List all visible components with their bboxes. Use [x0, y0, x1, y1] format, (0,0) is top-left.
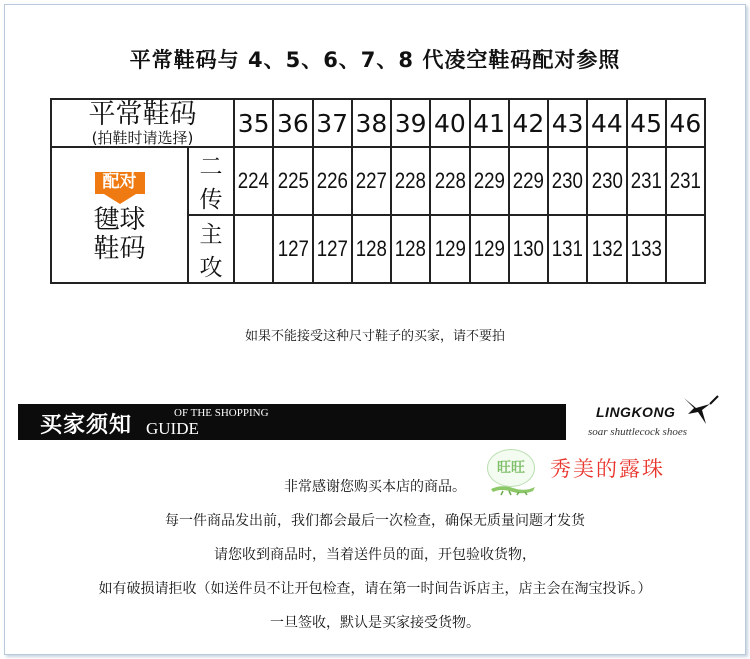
value-cell: 229 [512, 168, 544, 194]
value-cell: 231 [669, 168, 701, 194]
value-cell: 228 [395, 168, 427, 194]
banner-fade [486, 404, 566, 440]
size-cell: 43 [548, 99, 587, 147]
guide-text [0, 470, 750, 640]
size-cell: 41 [470, 99, 509, 147]
guide-line: 如有破损请拒收（如送件员不让开包检查，请在第一时间告诉店主，店主会在淘宝投诉。） [98, 581, 652, 597]
banner-title-en-line1: OF THE SHOPPING [174, 407, 269, 419]
value-cell: 128 [355, 236, 387, 262]
size-cell: 42 [509, 99, 548, 147]
size-cell: 39 [391, 99, 430, 147]
value-cell: 133 [630, 236, 662, 262]
size-cell: 37 [313, 99, 352, 147]
match-badge [95, 172, 145, 204]
value-cell: 230 [552, 168, 584, 194]
value-cell: 128 [395, 236, 427, 262]
size-chart-table [50, 98, 706, 284]
value-cell: 131 [552, 236, 584, 262]
value-cell: 129 [473, 236, 505, 262]
page-title: 平常鞋码与 4、5、6、7、8 代凌空鞋码配对参照 [129, 48, 621, 72]
header-sublabel: (拍鞋时请选择) [91, 128, 194, 147]
value-cell: 130 [512, 236, 544, 262]
value-cell: 225 [277, 168, 309, 194]
brand-slogan: soar shuttlecock shoes [588, 426, 687, 438]
value-cell: 231 [630, 168, 662, 194]
wangwang-label: 旺旺 [497, 460, 525, 476]
size-cell: 45 [627, 99, 666, 147]
shop-name: 秀美的露珠 [550, 457, 665, 481]
brand-name: LINGKONG [596, 404, 676, 420]
shuttlecock-size-label-cell [51, 147, 188, 283]
table-row [51, 99, 705, 147]
value-cell: 226 [316, 168, 348, 194]
shopping-guide-banner [18, 404, 566, 440]
shuttlecock-label-line2: 鞋码 [93, 234, 146, 265]
value-cell: 129 [434, 236, 466, 262]
banner-title-cn: 买家须知 [40, 412, 133, 438]
size-cell: 35 [234, 99, 273, 147]
value-cell: 132 [591, 236, 623, 262]
guide-line: 非常感谢您购买本店的商品。 [284, 479, 466, 495]
size-cell: 40 [430, 99, 469, 147]
row-label-attacker: 主攻 [188, 215, 234, 283]
value-cell: 229 [473, 168, 505, 194]
down-arrow-icon [104, 194, 136, 204]
value-cell: 224 [238, 168, 270, 194]
guide-line: 每一件商品发出前，我们都会最后一次检查，确保无质量问题才发货 [165, 513, 585, 529]
size-cell: 36 [273, 99, 312, 147]
match-badge-text: 配对 [95, 172, 145, 194]
header-label-cell [51, 99, 234, 147]
value-cell: 127 [277, 236, 309, 262]
size-note: 如果不能接受这种尺寸鞋子的买家，请不要拍 [244, 329, 505, 344]
value-cell: 227 [355, 168, 387, 194]
row-label-setter: 二传 [188, 147, 234, 215]
guide-line: 请您收到商品时，当着送件员的面，开包验收货物， [214, 547, 536, 563]
value-cell: 127 [316, 236, 348, 262]
size-cell: 46 [666, 99, 705, 147]
jumping-player-icon [680, 394, 720, 430]
shuttlecock-label-line1: 毽球 [93, 204, 146, 235]
value-cell: 230 [591, 168, 623, 194]
header-label: 平常鞋码 [88, 99, 197, 130]
guide-line: 一旦签收，默认是买家接受货物。 [270, 615, 480, 631]
value-cell: 228 [434, 168, 466, 194]
table-row [51, 147, 705, 215]
size-cell: 44 [587, 99, 626, 147]
banner-title-en-line2: GUIDE [146, 419, 199, 438]
size-cell: 38 [352, 99, 391, 147]
